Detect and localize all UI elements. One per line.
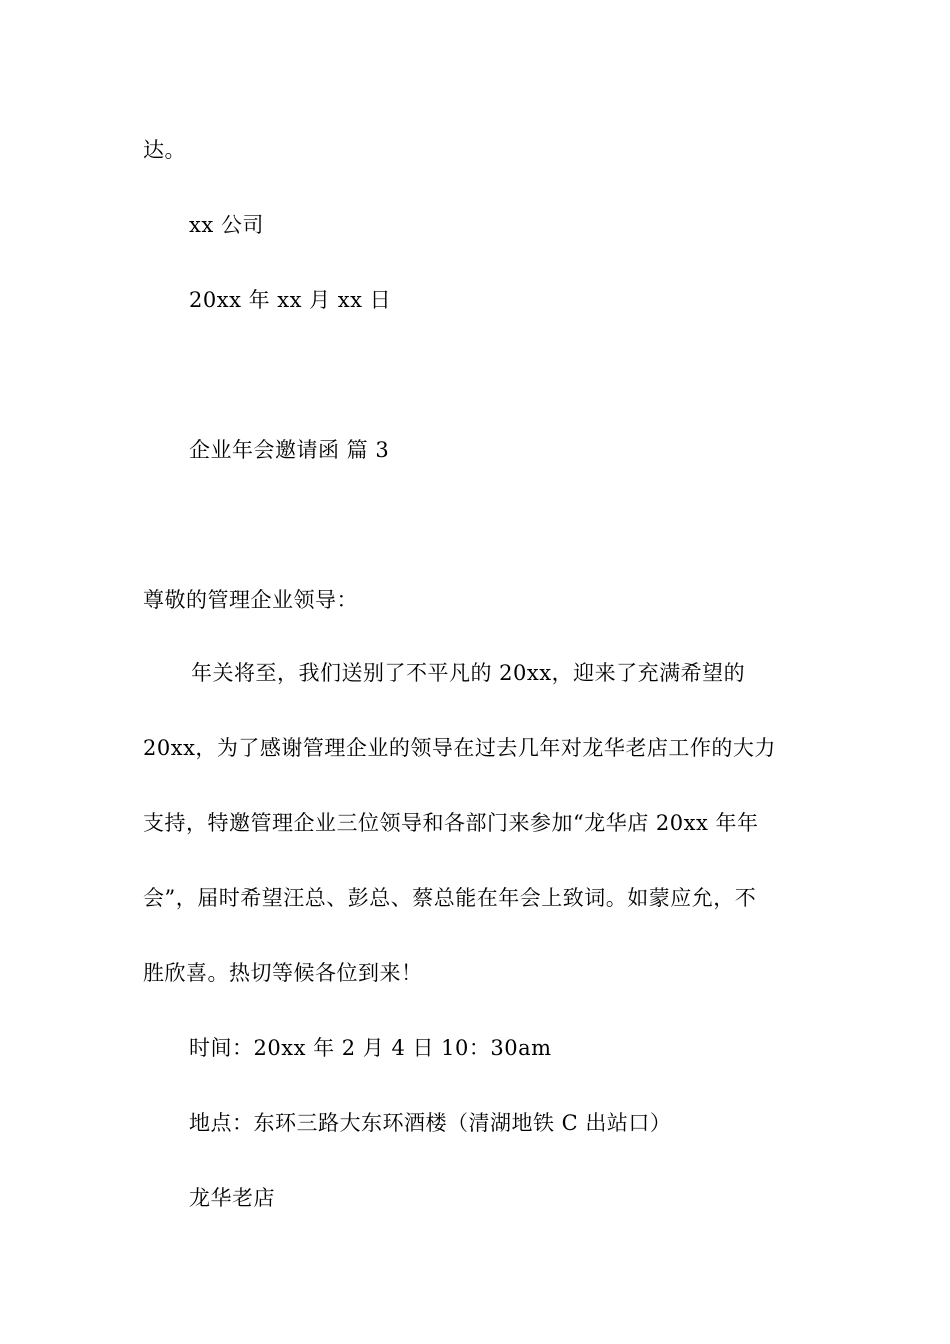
closing-fragment: 达。: [143, 138, 186, 162]
body-line-3: 支持，特邀管理企业三位领导和各部门来参加“龙华店 20xx 年年: [143, 811, 759, 835]
section-title: 企业年会邀请函 篇 3: [189, 438, 390, 462]
salutation: 尊敬的管理企业领导：: [143, 588, 358, 612]
event-location: 地点：东环三路大东环酒楼（清湖地铁 C 出站口）: [189, 1111, 672, 1135]
signature-date: 20xx 年 xx 月 xx 日: [189, 288, 392, 312]
body-line-4: 会”，届时希望汪总、彭总、蔡总能在年会上致词。如蒙应允，不: [143, 886, 757, 910]
body-line-5: 胜欣喜。热切等候各位到来！: [143, 961, 423, 985]
body-line-2: 20xx，为了感谢管理企业的领导在过去几年对龙华老店工作的大力: [143, 736, 776, 760]
signature-company: xx 公司: [189, 213, 264, 237]
sender-name: 龙华老店: [189, 1186, 275, 1210]
event-time: 时间：20xx 年 2 月 4 日 10：30am: [189, 1036, 552, 1060]
body-line-1: 年关将至，我们送别了不平凡的 20xx，迎来了充满希望的: [191, 661, 746, 685]
